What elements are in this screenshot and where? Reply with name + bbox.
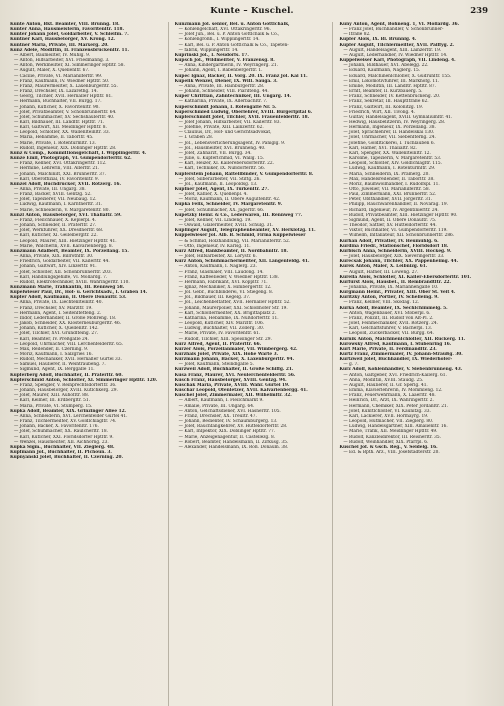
directory-entry: — Franz, Drechsler, XV. Märzſtr. 19.: [14, 305, 93, 311]
directory-entry: Kupelik Wenzel, Diener, IX. Wiſſ. Sauga. 3.: [174, 78, 278, 84]
directory-entry: — Franz, Drechsler, IX. Lazarethg. 14.: [14, 89, 98, 95]
directory-entry: — Joſ. Gebr., Buchbinderei, VI. Stiegeng. 8.: [178, 290, 274, 296]
directory-entry: Kuschel Jof. & Gsch. Reg., V. Seidelg. 16.: [339, 444, 438, 450]
directory-entry: — Johann, Bedienter, IV. Schaumburgerg. 13.: [178, 419, 278, 425]
directory-entry: — Karl, Oberoffizial, IV. Favoritenſtr. 9.: [14, 176, 100, 182]
directory-entry: — Anna, Modiſtin, XVIII. Staudg. 25.: [343, 377, 424, 383]
directory-entry: Kupfer Alois, IX. Bl. Brünnlg. 4.: [339, 37, 417, 43]
directory-entry: — Joſef, Feinmechaniker, XVII. Rötzerg. 24.: [343, 321, 439, 327]
directory-entry: — Kohlengeſchäft, XVI. Ottakringerſtr. 96.: [178, 27, 271, 33]
directory-entry: — Jakob, Schneider, XX. Klosterneuburgerſtr. 46.: [14, 321, 122, 327]
directory-entry: — Ludwig, Kaufmann, I. Kärntnerſtr. 31.: [14, 202, 103, 208]
directory-entry: — Friedrich, Wirt, XII. Tivolig. 4.: [343, 109, 416, 115]
directory-entry: — Ed. & Bpth. Arz., VIII. Josefstädterstr. 20.: [343, 449, 440, 455]
directory-entry: — Eduard, Maſchinenſchloſſer, X. Gudrunſtr. 155.: [343, 73, 452, 79]
directory-entry: Kupfer Auguſt, Tiſchlermeiſter, XVII. Palffyg. 2.: [339, 42, 455, 48]
directory-entry: — Joſef, Schuhmacher, XX. Jägerſtr. 66.: [178, 207, 265, 213]
directory-entry: — Karl, Kutſcher, XI. Geiſelbergſtr. 22.: [14, 233, 98, 239]
directory-columns: [10, 22, 494, 706]
directory-entry: Kupferschmid Anton, Schloſſer, XI. Simmeringer Hptſtr. 120.: [10, 377, 158, 383]
directory-entry: — Hermann, Chemiker, XIX. Peter Jordanſtr. 21.: [343, 403, 449, 409]
directory-entry: Kurfürst Alois, Hausbeſ., II. Rembrandtſtr. 22.: [339, 279, 452, 285]
directory-entry: Kunz Adele, Modiſtin, II. Franzensbrückenſtr. 11.: [10, 47, 129, 53]
directory-entry: Kürbisch Anna, Schneiderin, XVIII. Hockeg. 9.: [339, 248, 452, 254]
directory-entry: Kurhan Adolf, Privatier, IV. Heumühlg. 6.: [339, 238, 439, 244]
directory-entry: — Franz, Drechsler, XX. Treuſtr. 47.: [178, 413, 257, 419]
directory-entry: Kurnik Anton, Maſchinenſchloſſer, XII. Ruckerg. 11.: [339, 336, 466, 342]
directory-entry: — Johann, Schneider, II. Praterſtr. 27.: [14, 223, 97, 229]
directory-entry: — Theodor, Sattler, XV. Hütteldorferſtr. 44.: [343, 223, 437, 229]
directory-entry: — Franz, Glasmaler, VIII. Laudong. 14.: [178, 269, 264, 275]
directory-entry: — Rudolf, Tiſchler, XIII. Speisinger Str. 29.: [178, 336, 272, 342]
directory-entry: — Marie, Schneiderin, V. Margaretenſtr. 80.: [14, 207, 110, 213]
directory-entry: Kuntner Maria, Private, III. Marxerg. 20.: [10, 42, 109, 48]
directory-entry: — Anton, Kaufmann, I. Naglerg. 23.: [178, 264, 257, 270]
directory-entry: — Johann, Kutſcher, X. Favoritenſtr. 90.: [14, 104, 100, 110]
directory-entry: — Franz, Kaffeeſieder, V. Wiedner Hptſtr. 138.: [178, 274, 279, 280]
directory-entry: — Anton, Wagenbauer, XVI. Stöberpl. 6.: [343, 310, 431, 316]
directory-entry: Kupferstein Johann, Raſtellbinder, V. Gumpendorferſtr. 8.: [174, 171, 314, 177]
directory-entry: Kurzhals Joſef, Private, XIX. Hohe Warte 3.: [174, 352, 279, 357]
directory-entry: Kunzmann Adalbert, Beamter, IX. Porzellang. 15.: [10, 248, 129, 254]
directory-entry: — Hermann, Ingenieur, IX. Porzellang. 38.: [343, 125, 436, 131]
directory-entry: — Anton, Hilfsarbeiter, XVI. Friedmanng. 3.: [14, 58, 110, 64]
directory-entry: — Hermann, Fabrikant, XVI. Koppſtr. 71.: [178, 279, 268, 285]
directory-entry: — Karl, Inſpektor, XIX. Döblinger Hptſtr. 77.: [178, 429, 276, 435]
directory-entry: — Karl, Bildhauer, III. Landſtr. Hptſtr. 71.: [14, 119, 105, 125]
directory-entry: — Johann, Agent, I. Babenbergerſtr. 1.: [178, 68, 263, 74]
directory-entry: Kurka Adolf, Beamter, IX. Sechſchimmelg. 5.: [339, 305, 448, 311]
directory-entry: Kupka Adolf, Beamter, XIX. Grinzinger Allee 12.: [10, 408, 127, 414]
directory-entry: Kurzer Alois, Porzellanmaler, VII. Wimbergerg. 42.: [174, 346, 298, 352]
directory-entry: — Anna, Private, III. Hainburgerſtr. 28.: [178, 83, 265, 89]
directory-entry: — Cäcilie, Private, VI. Mariahilferſtr. 99.: [14, 73, 103, 79]
directory-entry: — Marie, Anzeigenagentur, II. Castellezg. 8.: [178, 434, 276, 440]
directory-entry: — Johann, Bäcker, X. Favoritenſtr. 176.: [14, 424, 99, 430]
directory-entry: — Karl, Kellner, III. Erdbergſtr. 51.: [14, 398, 90, 404]
directory-entry: — Karl, Gaſtwirt, XII. Meidlinger Hptſtr. 8.: [14, 125, 107, 131]
directory-entry: — Wilhelm, Inſtallateur, XII. Schönbrunnerſtr. 286.: [343, 233, 455, 239]
directory-entry: — Max, Handelsreiſender, II. Taborſtr. 38.: [343, 176, 435, 182]
directory-entry: Kuppelweiser Karl, Photograph, VII. Lindeng. 4.: [339, 58, 456, 64]
directory-entry: Kupsch Joſ., Wildmeiſter, V. Franzensg. 8.: [174, 58, 275, 64]
directory-entry: — Franz, Maurermeiſter, X. Laxenburgerſtr. 55.: [14, 83, 118, 89]
directory-entry: — Franz, Tiſchlermeiſter, XV. Goldſchlagſtr. 74.: [14, 419, 117, 425]
directory-entry: — Johann, Maurerpolier, XXI. Schloßhofer Str. 19.: [178, 305, 288, 311]
directory-entry: Kuschar Leopold, Ofenſetzer, XVII. Kalvarienbergg. 41.: [174, 388, 308, 394]
directory-entry: Kuperschmied Ludwig, Oberlehrer, XVIII. Bürgerſpital 6.: [174, 109, 313, 115]
directory-entry: — Marie, Private, I. Rotenturmſtr. 13.: [14, 140, 97, 146]
directory-entry: — Joſef, Kellner, VII. Lindeng. 19.: [178, 217, 252, 223]
directory-entry: — Johanna, Private, IX. Mariannengaſſe 10.: [343, 284, 439, 290]
directory-entry: Kunze Emil, Photograph, VI. Gumpendorferſtr. 62.: [10, 156, 132, 162]
directory-entry: — Clauſius, Dr., Hof- und Gerichtsadvokat,: [178, 130, 272, 136]
directory-entry: Kunzl Anton, Hausbeſorger, XVI. Thaliaſtr. 59.: [10, 212, 122, 218]
directory-entry: Kupnyanski Joſef, Buchhalter, II. Czerning. 20.: [10, 455, 123, 461]
directory-entry: — Rudolf, Elektrotechniker, XVIII. Währingerſtr. 110.: [14, 279, 130, 285]
directory-entry: — Moriz, Kaufmann, II. Obere Auguſtenſtr. 42.: [178, 197, 281, 203]
directory-entry: — Ernſt, Beamter, II. Kurzbauerg. 5.: [343, 89, 423, 95]
directory-entry: — Max, Reiſender, II. Czerning. 9.: [14, 346, 89, 352]
directory-entry: Kupfner Joſef, Agent, IX. Türkenſtr. 27.: [174, 187, 269, 192]
directory-entry: — Moriz, Kaufmann, I. Salzgries 16.: [14, 352, 93, 357]
directory-entry: — Maria, Private, VI. Stumperg. 15.: [14, 403, 93, 409]
directory-entry: — Albert, Baumeiſter, IV. Mühlg. 9.: [14, 52, 91, 58]
directory-entry: Kuprinski Joſ., I. Neudorfs. 17.: [174, 52, 249, 58]
running-head: Kunte – Kuschel.: [210, 6, 294, 16]
directory-entry: Kusch Franz, Hausbeſorger, XVIII. Gentzg. 94.: [174, 377, 287, 383]
directory-entry: — Auguſt, Maler, X. Quellenſtr. 67.: [14, 68, 90, 74]
directory-entry: Kurecsak Johann, Tiſchler, XX. Pappenheimg. 44.: [339, 259, 459, 265]
directory-entry: Kunzmann Marie, Trafikantin, III. Rennweg 58.: [10, 284, 125, 290]
directory-entry: Künzel Adolf, Buchdrucker, XVII. Rötzerg. 16.: [10, 181, 121, 187]
directory-entry: — Marie, Wäſcherin, XVII. Kalvarienbergg. 8.: [14, 243, 114, 249]
directory-entry: — Joſef, Rauchfangkehrer, XV. Hütteldorferſtr. 28.: [178, 424, 288, 430]
directory-entry: — Otto, Juwelier, VII. Mariahilferſtr. 58.: [343, 187, 430, 192]
directory-entry: Kuschel Joſef, Zimmermaler, XII. Wilhelmſtr. 32.: [174, 393, 292, 399]
directory-entry: Kuper Chriſtian, Zahntechniker, III. Ungarg. 14.: [174, 94, 292, 100]
directory-entry: — Anton, Werkmeiſter, XI. Simmeringer Hptſtr. 58.: [14, 63, 125, 69]
column-left: [10, 22, 169, 706]
directory-entry: — Auguſt, Hauſierer, II. Gr. Sperlg. 41.: [343, 382, 428, 388]
directory-entry: Kurzweil Adolf, Buchhalter, II. Große Schiffg. 21.: [174, 367, 294, 373]
directory-entry: — Hermann, Agent, I. Seitenſtetteng. 2.: [14, 310, 102, 316]
directory-entry: — Karl, Beamter, IV. Preßgaſſe 24.: [14, 336, 89, 342]
directory-entry: — Katharina, Hebamme, IX. Nußdorferſtr. 11.: [178, 315, 279, 321]
directory-entry: Kurz Anton, Schuhmachermeiſter, XII. Längenfeldg. 41.: [174, 259, 310, 265]
column-middle: [175, 22, 334, 706]
directory-entry: — Joſ., Bildhauer, III. Kegelg. 37.: [178, 295, 251, 301]
directory-entry: — Johann, Bildhauer, XVI. Abelegg. 22.: [343, 63, 429, 69]
directory-entry: — Karl, Heizer, XI. Kaiſerebersdorferſtr. 22.: [178, 161, 275, 167]
directory-entry: Kunz & Comp., Kommiſſionsgeſchäft, I. Wipplingerſtr. 4.: [10, 150, 147, 156]
directory-entry: — Joſef, Tapezierer, VII. Neubaug. 12.: [14, 197, 97, 203]
directory-entry: — Franz, Kaufmann, IV. Wiedner Hptſtr. 50.: [14, 78, 110, 84]
directory-entry: — Franz, Spengler, V. Reinprechtsdorferſtr. 36.: [14, 382, 117, 388]
directory-entry: — Robert, Beamter, Handelsmann, II. Zirkusg. 35.: [178, 439, 289, 445]
directory-entry: — Richard, Ingenieur, IV. Argentinierſtr. 24.: [343, 207, 439, 213]
directory-entry: Kurtz Franz, Zimmermaler, IV. Johann-Straußg. 30.: [339, 352, 463, 357]
directory-entry: — Hedwig, Hausbeſitzerin, IV. Weyringerg. 28.: [343, 119, 446, 125]
directory-entry: — Franz, Kellner, VIII. Skodag. 12.: [343, 300, 420, 306]
directory-entry: — Anna, Private, XIX. Billrothſtr. 30.: [14, 254, 94, 260]
directory-entry: — Ludwig, Kaufmann, I. Rotenturmſtr. 29.: [343, 166, 436, 172]
directory-entry: — fabrik, Wipplingerſtr. 14.: [178, 47, 239, 53]
directory-entry: — Kohlengroßh., I. Wipplingerſtr. 14.: [178, 37, 260, 43]
directory-entry: — ſtraße 82.: [343, 32, 371, 38]
directory-entry: — I. Graben 28.: [178, 135, 214, 141]
directory-entry: — Joſefine, Private, XIII. Lainzerſtr. 62.: [178, 125, 264, 131]
directory-entry: — Viktor, Buchhalter, VI. Gumpendorferſtr. 119.: [343, 228, 448, 234]
directory-entry: — Joſef, Kaſſier, X. Quellenpl. 4.: [178, 192, 248, 198]
directory-entry: — Joſef, Privatbeamter, V. Schönbrunnerſtr. 64.: [14, 109, 117, 115]
directory-entry: — Franz, Kellner, XVI. Ottakringerſtr. 112.: [14, 161, 107, 167]
directory-entry: Kupfer Adolf, Kaufmann, II. Obere Donauſtr. 53.: [10, 295, 127, 301]
directory-entry: — Anna, Private, IX. Liechtenſteinſtr. 40.: [14, 300, 103, 306]
page-header: [10, 6, 494, 20]
directory-entry: — Joſef, Zahnarzt, VII. Burgg. 34.: [178, 150, 252, 156]
directory-entry: — Karl, Schloſſermeiſter, XX. Brigittaplatz 2.: [178, 310, 277, 316]
directory-entry: — Eduard, Kaufmann, Naglerg. 15.: [343, 68, 421, 74]
directory-entry: — Ludwig, Handelsgärtner, XIII. Amalienſtr. 16.: [343, 424, 448, 430]
directory-entry: — Auguſt, Lederhändler, IV. Wiedner Hptſtr. 14.: [343, 52, 448, 58]
directory-entry: — Joſefine, Goldſtickerei, I. Tuchlauben 6.: [343, 140, 435, 146]
directory-entry: — Peter, Obſthändler, XVII. Jörgerſtr. 31.: [343, 197, 432, 203]
directory-entry: — Joſef, Kaufmann, Steindlgaſſe 5.: [178, 362, 254, 368]
column-right: [339, 22, 494, 706]
directory-entry: — Albert, Kaufmann, I. Fleiſchmarkt 9.: [178, 398, 264, 404]
directory-entry: — Franz, Schneider, IV. Kettenbrückeng. 20.: [343, 94, 441, 100]
directory-entry: — Sigmund, Agent, II. Obere Donauſtr. 75.: [343, 217, 437, 223]
directory-entry: — Wenzel, Hausmeiſter, XII. Aichhorng. 23.: [14, 439, 109, 445]
directory-entry: — Leopold, Hutmacher, VII. Zieglerg. 80.: [343, 419, 434, 425]
directory-entry: — Johann, Schneider, VIII. Piariſteng. 44.: [178, 89, 269, 95]
directory-entry: — Karl, Kutſcher, XXI. Floridsdorfer Hptſtr. 9.: [14, 434, 114, 440]
directory-entry: Kuritzky Anton, Portier, IV. Schelleing. 9.: [339, 295, 439, 301]
directory-entry: Kurz Alfred, Bankbeamter, II. Nordbahnſtr. 18.: [174, 248, 288, 254]
directory-entry: Kuperschmidt Johann, I. Rofengaſſe Nr. 5.: [174, 104, 277, 110]
directory-entry: — Karl, Lackierer, XVII. Hormayrg. 19.: [343, 413, 429, 419]
directory-entry: Kurzmann Johann, Bäcker, X. Laxenburgerſtr. 94.: [174, 357, 295, 363]
directory-entry: — Anna, Private, III. Ungarg. 38.: [14, 187, 86, 192]
directory-entry: — Joſef, Maurer, XIII. Auhofſtr. 88.: [14, 393, 90, 399]
directory-entry: — Franz, Poliziſt, III. Rudolf von Alt-Pl. 2.: [343, 315, 434, 321]
directory-entry: — Joſef, Schloſſer, XII. Schönbrunnerſtr. 203.: [14, 269, 112, 275]
directory-entry: — Paul, Zimmermann, XXI. Brünnerſtr. 52.: [343, 192, 437, 198]
directory-entry: — Oswald, Glaſermeiſter, XVIII. Schulg. 31.: [178, 223, 274, 229]
directory-entry: — Leopold, Kutſcher, XIV. Märzſtr. 106.: [178, 321, 265, 327]
directory-entry: — Heinrich, Dr., Arzt, IX. Währingerſtr. 2.: [343, 398, 434, 404]
directory-entry: — Franz, Feuerwehrmann, X. Laaerſtr. 48.: [343, 393, 436, 399]
directory-entry: — Joſef, Schuhmacher, XV. Sechshauſerſtr. 40.: [14, 114, 115, 120]
directory-entry: — Emil, Lokomotivführer, III. Markhofg. 11.: [343, 78, 440, 84]
directory-entry: — Samuel, Hauſierer, II. Weintraubeng. 7.: [14, 362, 106, 368]
directory-entry: Kunte Anton, Bkt. Beamter, VIII. Brunng. 18.: [10, 22, 120, 27]
directory-entry: — Johann, Maſchiniſt, XXI. Brünnerſtr. 37.: [14, 171, 106, 177]
directory-entry: — Ignaz, Mechaniker, X. Himbergerſtr. 12.: [178, 284, 272, 290]
directory-entry: Kurt Marie, Private, II. Ferdinandſtr. 23.: [339, 346, 437, 352]
directory-entry: — Joſef, Werkführer, XX. Dresdnerſtr. 68.: [14, 228, 104, 234]
directory-entry: — Karl, Geſchäftsführer, V. Bacherpl. 13.: [343, 326, 433, 332]
directory-entry: Kuschak Maria, Private, XVIII. Währ. Gürtel 19.: [174, 382, 290, 388]
directory-entry: Kurgmann Heinr., Privater, XIII. Ober St. Veit 4.: [339, 290, 456, 296]
directory-entry: — Hermine, Lehrerin, VIII. Alſerſtr. 21.: [14, 166, 100, 172]
directory-entry: — Karoline, Tapezierin, V. Margaretenſtr. 53.: [343, 156, 442, 162]
directory-entry: — Anna, Kindergärtnerin, IV. Weyringerg. 21.: [178, 63, 278, 69]
directory-entry: — Georg, Tiſchler, XVII. Hernalſer Hptſtr. 81.: [14, 94, 113, 100]
directory-entry: Kupferschmidt Joſef, Tiſchler, XVII. Frauenfelderſtr. 18.: [174, 114, 310, 120]
directory-entry: Kurtzweil Joſef, Buchhändler, IX. Wiederhofer-: [339, 357, 453, 363]
directory-entry: Kusa Franz, Maurer, XVI. Neulerchenfelderſtr. 56.: [174, 372, 296, 378]
directory-entry: — Joſ., Leichenbeſtatter, XVII. Hernalſer Hptſtr. 52.: [178, 300, 291, 306]
directory-entry: Kunzmann Joſ. senior, Bel. u. Anton Gottſchalk,: [174, 22, 290, 27]
directory-entry: — Amalie, Private, III. Ungarg. 64.: [178, 403, 255, 409]
directory-entry: — Emilie, Modiſtin, III. Landſtr. Hptſtr. 87.: [343, 83, 436, 89]
directory-entry: — Johann, Kutſcher, X. Quellenſtr. 142.: [14, 326, 99, 332]
directory-entry: — Rudolf, Kanzleidirektor, III. Reisnerſtr. 35.: [343, 434, 441, 440]
directory-entry: — Joſef, Kunſtſchloſſer, VI. Kaunitzg. 33.: [343, 408, 431, 414]
directory-entry: Kupferberg Adolf, Buchhalter, II. Praterſtr. 60.: [10, 372, 123, 378]
directory-entry: — Leopold, Uhrmacher, VIII. Lerchenfelderſtr. 65.: [14, 341, 124, 347]
directory-entry: — Franz, Fleiſchhauer, X. Keplerpl. 4.: [14, 217, 97, 223]
directory-entry: — Emma, Klavierlehrerin, IV. Mommſeng. 12.: [343, 388, 443, 394]
directory-entry: — Joſef, Silberarbeiter, VII. Stiftg. 26.: [178, 176, 261, 182]
directory-entry: Kuny Anton, Agent, Bohneng. 1, VI. Mollardg. 36.: [339, 22, 460, 27]
directory-entry: Kurowsky Alfred, Kaufmann, I. Stubenring 16.: [339, 341, 452, 347]
directory-entry: — Hermann, Buchhalter, VII. Burgg. 17.: [14, 99, 102, 105]
directory-entry: — Friedrich, Goldarbeiter, VII. Kaiſerſtr. 44.: [14, 259, 110, 265]
directory-entry: Kupka Sigm., Buchhalter, VII. Zieglerg. 48.: [10, 444, 115, 450]
directory-entry: Kupelwieser Paul, Dr., Hof- u. Gerichtsadv., I. Graben 14.: [10, 290, 148, 296]
directory-entry: — Auguſt, Hafner, III. Löweng. 27.: [343, 269, 419, 275]
directory-entry: — Auguſt, Handelsagent, XIII. Lainzerſtr. 19.: [343, 47, 442, 53]
directory-entry: Kuplinger Auguſt, Telegraphenbeamter, XV. Herklotzg. 11.: [174, 228, 316, 234]
directory-entry: — Joſ., Lebensverſicherungsagent, IV. Paniglg. 9.: [178, 140, 286, 146]
directory-entry: — Marie, Private, IV. Favoritenſtr. 61.: [178, 331, 261, 337]
directory-entry: — Rudolf, Mechaniker, XVII. Hernalſer Gürtel 33.: [14, 357, 122, 363]
directory-entry: — Joſ., Kaufmann, II. Leopoldsg. 13.: [178, 181, 258, 187]
directory-entry: — Anton, Geſchäftsdiener, XVI. Hasnerſtr. 105.: [178, 408, 281, 414]
directory-entry: — Sigmund, Agent, IX. Berggaſſe 11.: [14, 367, 95, 373]
directory-entry: — Leopold, Maurer, XIII. Hietzinger Hptſtr. 41.: [14, 238, 117, 244]
directory-entry: Kurella Alois, Schloſſer, XI. Kaiſer-Ebersdorferſtr. 101.: [339, 274, 472, 280]
directory-entry: — Joſef, Sprachlehrer, II. Handelskai 130.: [343, 130, 435, 136]
directory-entry: — Franz, Gaſtwirt, III. Kolonitzg. 19.: [343, 104, 424, 110]
directory-entry: — Karl, Techniker, IX. Nußdorferſtr. 56.: [178, 166, 266, 172]
directory-entry: — Johann, Gaſtwirt, XIV. Linzerſtr. 91.: [14, 264, 97, 270]
directory-entry: Kurz Adolf, Kohlenhändler, V. Siebenbrunneng. 43.: [339, 367, 463, 373]
directory-entry: Kupetzky Heinr. & Co., Lederwaren, III. Rennweg 77.: [174, 212, 303, 218]
directory-entry: — Franz Joſef, Buchhändler, V. Schönbrunner-: [343, 27, 444, 33]
directory-entry: — Rudolf, Ingenieur, XIX. Döblinger Hptſtr. 28.: [14, 145, 117, 151]
directory-entry: — Leopold, Schloſſer, XIV. Goldſchlagſtr. 115.: [343, 161, 442, 167]
directory-entry: Kupec Ignaz, Bäcker, II. Vorg. 20. IX. Franz Joſ. Kai 11.: [174, 73, 308, 79]
directory-entry: — Karl, Handlungsgehilfe, VI. Mollardg. 7.: [14, 274, 108, 280]
directory-entry: — Joſef Jun., Bel. u. P. Anton Gottſchalk & Co.,: [178, 32, 280, 38]
directory-entry: — Franz, Sekretär, III. Hauptſtraße 62.: [343, 99, 429, 105]
directory-entry: — Karl, Bel. u. P. Anton Gottſchalk & Co., Tapeten-: [178, 42, 289, 48]
directory-entry: — Moriz, Baumwollhändler, I. Rudolfspl. 11.: [343, 181, 440, 187]
directory-entry: — Karl, Spengler, XX. Wallenſteinſtr. 12.: [343, 150, 431, 156]
directory-entry: — Guſtav, Handelsagent, XVIII. Gymnaſiumſtr. 41.: [343, 114, 453, 120]
directory-entry: Kuntner Karl, Hausbeſorger, XV. Kröng. 12.: [10, 37, 116, 43]
directory-entry: Kunter Johann Joſef, Goldarbeiter, V. Schleifm. 7.: [10, 32, 129, 38]
directory-entry: — Joſ., Hausmeiſter, XVI. Brunneng. 40.: [178, 145, 266, 151]
directory-entry: — Joſef, Schuhmacher, XX. Rauſcherſtr. 18.: [14, 429, 108, 435]
directory-entry: — Franz, Bäcker, XVIII. Gentzg. 52.: [14, 192, 92, 198]
directory-entry: — Otto, Ingenieur, IV. Karlsg. 11.: [178, 243, 251, 249]
directory-entry: — Joſef, Hilfsarbeiter, XI. Lorystr. 6.: [178, 254, 257, 260]
directory-entry: — Joſef, Uhrmacher, VII. Siebenſterng. 24.: [343, 135, 436, 141]
directory-entry: — Julie, u. Kupferſchmid, VI. Wallg. 15.: [178, 156, 265, 162]
directory-entry: — Joſef Johann, Hilfsarbeiter, VII. Kaiſerſtr. 83.: [178, 119, 281, 125]
directory-entry: — g. 7.: [343, 362, 359, 368]
directory-entry: — Rudolf, Privatbeamter, XIII. Hietzinger Hptſtr. 90.: [343, 212, 458, 218]
directory-entry: — Anton, Gaſtgeber, XVI. Friedrich-Kaiſerg. 61.: [343, 372, 447, 378]
directory-entry: — Philipp, Rauchwarenhändler, II. Novarag. 19.: [343, 202, 448, 208]
directory-entry: — Maria, Schneiderin, IX. Pramerg. 20.: [343, 171, 430, 177]
directory-entry: — Rudolf, Weinhändler, XIX. Pfarrpl. 6.: [343, 439, 429, 445]
directory-entry: Kuppelwieser Joſ. Alb. B. Schmid, Firma Kuppelwieser: [174, 233, 306, 239]
directory-entry: — Joſef, Hausbeſorger, XIX. Sieveringerſtr. 33.: [343, 254, 445, 260]
directory-entry: — Leopold, Zuckerbäcker, VII. Burgg. 64.: [343, 331, 434, 337]
directory-entry: — Leopold, Schloſſer, XX. Wallenſteinſtr. 33.: [14, 130, 110, 136]
directory-entry: — Maria, Hebamme, II. Taborſtr. 45.: [14, 135, 94, 141]
directory-entry: — Anna, Schneiderin, XVI. Lerchenfelder Gürtel 41.: [14, 413, 128, 419]
directory-entry: Kurz Alfred, Agent, II. Praterſtr. 66.: [174, 341, 262, 347]
directory-entry: Kupfmann Jof., Buchhalter, II. Pſchoun. 3.: [10, 449, 112, 455]
directory-entry: — Joſef, Tiſchler, XVI. Grundſteing. 27.: [14, 331, 99, 337]
directory-entry: Kunter Anna, Hausmeisterin, Favoritenſtr. 118.: [10, 27, 125, 33]
directory-entry: — Katharina, Private, IX. Alſerbachſtr. 7.: [178, 99, 268, 105]
directory-entry: — Johann, Hausbeſorger, XVIII. Kutſchkerg. 29.: [14, 388, 118, 394]
directory-entry: — Iſidor, Lederhändler, II. Große Mohreng. 18.: [14, 315, 117, 321]
directory-entry: Kupka Felix, Schneider, IV. Margaretenſtr. 9.: [174, 202, 283, 208]
page-number: 239: [470, 6, 488, 16]
directory-entry: — Marie, Trafik, XII. Meidlinger Hptſtr. 49.: [343, 429, 438, 435]
directory-entry: Kurek Anton, Maler, X. Leibnizg. 61.: [339, 264, 428, 270]
directory-entry: — Ludwig, Buchhalter, VII. Zollerg. 30.: [178, 326, 265, 332]
directory-entry: — & Schmid, Holzhandlung, VII. Mariahilferſtr. 52.: [178, 238, 291, 244]
directory-entry: — Karl, Hafner, XVI. Thaliaſtr. 82.: [343, 145, 418, 151]
directory-entry: Kurdina Friedr., Stationschef, Floridsdorf 18.: [339, 243, 449, 249]
directory-entry: — Alexander, Handelsmann, IX. Roß. Donaum. 38.: [178, 444, 289, 450]
